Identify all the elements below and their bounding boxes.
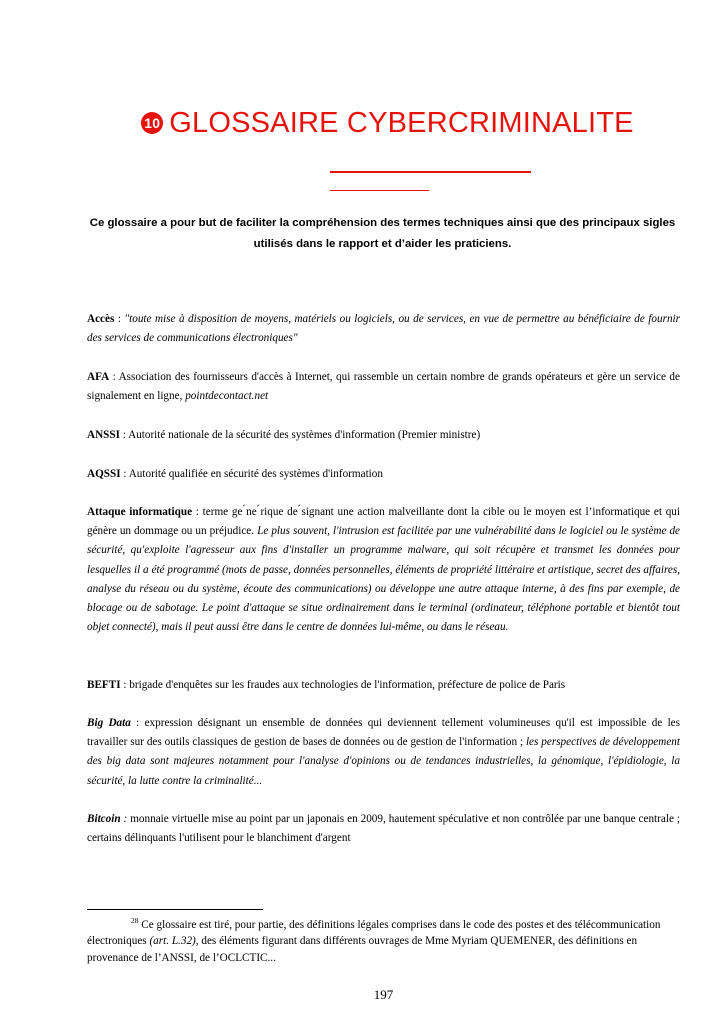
term: AFA (87, 371, 110, 383)
page-number: 197 (373, 987, 394, 1002)
separator: : (114, 313, 125, 325)
footnote-italic: (art. L.32) (149, 935, 196, 948)
glossary-entry-acces (87, 310, 680, 348)
separator: : (109, 371, 119, 383)
definition-italic: pointdecontact.net (185, 390, 269, 403)
title-underline-short (330, 190, 429, 191)
glossary-entry-afa (87, 368, 680, 406)
definition-italic: Le plus souvent, l'intrusion est facilitée par une vulnérabilité dans le logiciel ou le système de sécurité, qu'exploite l'agresseur aux fins d'installer un programme malware, qui soit récupère et transmet les données pour lesquelles il a été programmé (mots de passe, données personnelles, éléments de propriété littéraire et artistique, secret des affaires, analyse du réseau ou du système, écoute des communications) ou développe une autre attaque interne, à des fins par exemple, de blocage ou de sabotage. Le point d'attaque se situe ordinairement dans le terminal (ordinateur, téléphone portable et bientôt tout objet connecté), mais il peut aussi être dans le centre de données lui-même, ou dans le réseau. (87, 525, 680, 634)
separator: : (120, 679, 130, 691)
page-title (0, 107, 725, 140)
term: Accès (87, 313, 115, 325)
separator: : (192, 506, 203, 518)
definition: expression désignant un ensemble de données qui deviennent tellement volumineuses qu'il est impossible de les travailler sur des outils classiques de gestion de bases de données ou de gestion de l'information ; (87, 717, 680, 749)
glossary-entry-befti (87, 676, 680, 695)
footnote-text-end: , des éléments figurant dans différents ouvrages de Mme Myriam QUEMENER, des définitions en provenance de l’ANSSI, de l’OCLCTIC... (87, 935, 638, 964)
separator: : (130, 717, 145, 729)
page-title-text: GLOSSAIRE CYBERCRIMINALITE (169, 107, 634, 139)
separator: : (120, 813, 131, 825)
definition: brigade d'enquêtes sur les fraudes aux technologies de l'information, préfecture de police de Paris (129, 679, 566, 691)
definition: Autorité nationale de la sécurité des systèmes d'information (Premier ministre) (128, 429, 481, 441)
term: AQSSI (87, 468, 121, 480)
term: Bitcoin (87, 813, 121, 825)
definition: terme ge ́ne ́rique de ́signant une action malveillante dont la cible ou le moyen est l’informatique et qui génère un dommage ou un préjudice. (87, 506, 680, 538)
term: BEFTI (87, 679, 121, 691)
separator: : (120, 468, 129, 480)
term: ANSSI (87, 429, 120, 441)
definition-italic: "toute mise à disposition de moyens, matériels ou logiciels, ou de services, en vue de permettre au bénéficiaire de fournir des services de communications électroniques" (87, 313, 681, 345)
separator: : (119, 429, 129, 441)
glossary-entry-attaque-informatique (87, 503, 680, 637)
term: Attaque informatique (87, 506, 193, 518)
definition: Association des fournisseurs d'accès à Internet, qui rassemble un certain nombre de grands opérateurs et gère un service de signalement en ligne, (87, 371, 680, 403)
glossary-entry-anssi (87, 426, 680, 445)
footnote-text: Ce glossaire est tiré, pour partie, des définitions légales comprises dans le code des postes et des télécommunication électroniques (87, 919, 661, 948)
definition-italic: les perspectives de développement des big data sont majeures notamment pour l'analyse d'opinions ou de tendances industrielles, la génomique, l'épidiologie, la sécurité, la lutte contre la criminalité... (87, 736, 681, 787)
glossary-entry-bitcoin (87, 810, 680, 848)
footnote (87, 913, 680, 966)
title-underline (330, 171, 531, 173)
footnote-number: 28 (131, 916, 139, 925)
intro-paragraph: Ce glossaire a pour but de faciliter la compréhension des termes techniques ainsi que des principaux sigles utilisés dans le rapport et d’aider les praticiens. (89, 217, 676, 250)
definition: Autorité qualifiée en sécurité des systèmes d'information (128, 468, 383, 480)
glossary-entry-aqssi (87, 465, 680, 484)
term: Big Data (87, 717, 131, 729)
footnote-separator (87, 909, 263, 910)
glossary-entry-big-data (87, 714, 680, 791)
section-number-badge: 10 (141, 112, 163, 134)
definition: monnaie virtuelle mise au point par un japonais en 2009, hautement spéculative et non contrôlée par une banque centrale ; certains délinquants l'utilisent pour le blanchiment d'argent (87, 813, 680, 845)
